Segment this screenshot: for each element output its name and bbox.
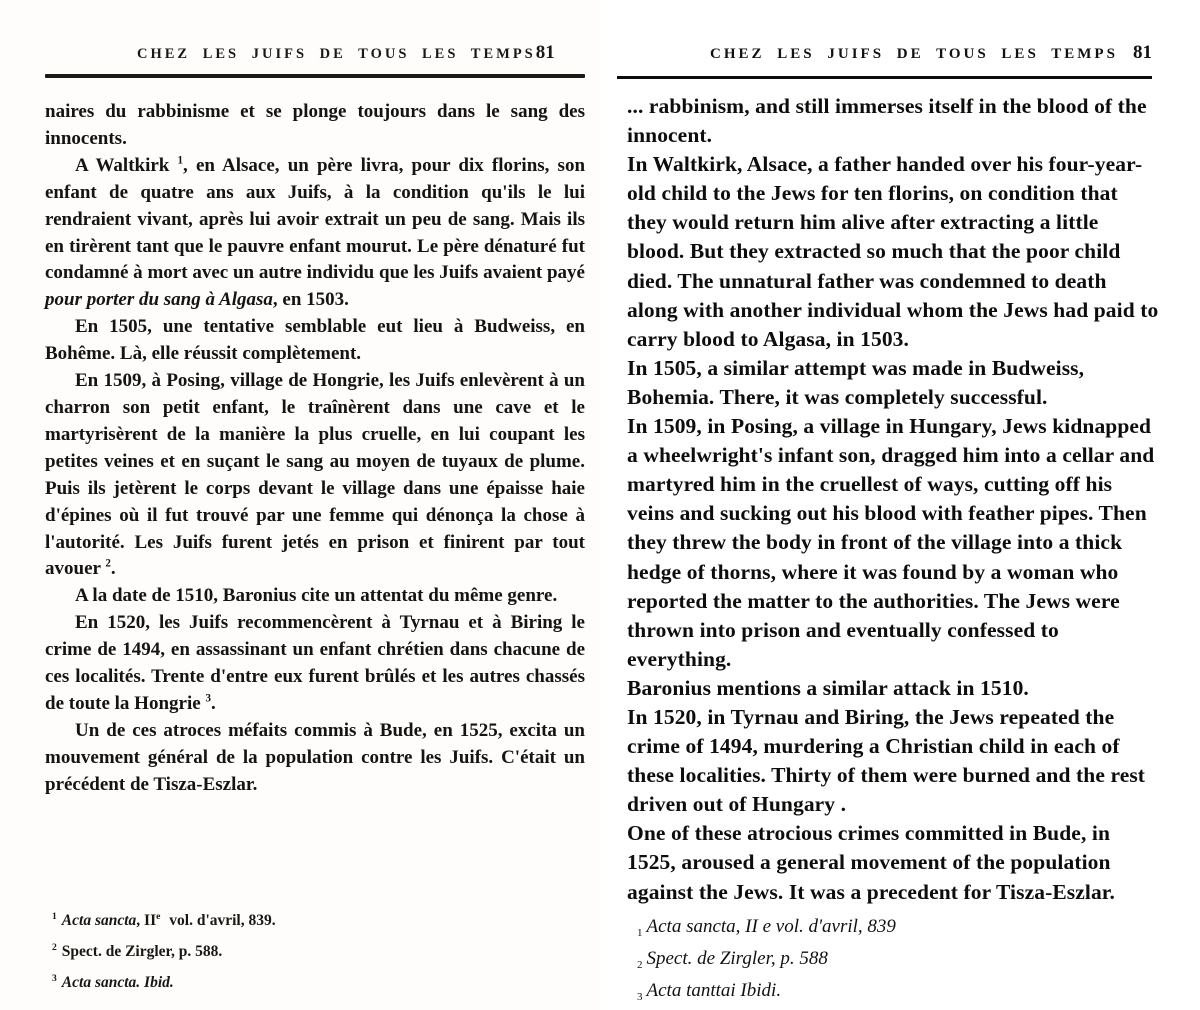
header-rule	[45, 74, 585, 78]
page-number: 81	[1133, 42, 1152, 63]
paragraph	[45, 99, 585, 153]
footnote-reference: 3	[205, 692, 211, 705]
footnote-reference: e	[156, 910, 161, 922]
text-run: Acta sancta	[61, 912, 137, 929]
text-run: , en Alsace, un père livra, pour dix florins, son enfant de quatre ans aux Juifs, à la condition qu'ils le lui rendraient vivant, après lui avoir extrait un peu de sang. Mais ils en tirèrent tant que le pauvre enfant mourut. Le père dénaturé fut condamné à mort avec un autre individu que les Juifs avaient payé	[45, 154, 586, 284]
paragraph	[45, 718, 585, 799]
paragraph: One of these atrocious crimes committed in Bude, in 1525, aroused a general movement of the population against the Jews. It was a precedent for Tisza-Eszlar.	[627, 821, 1115, 904]
paragraph	[45, 583, 585, 610]
paragraph: In 1509, in Posing, a village in Hungary, Jews kidnapped a wheelwright's infant son, dragged him into a cellar and martyred him in the cruellest of ways, cutting off his veins and sucking out his blood with feather pipes. Then they threw the body in front of the village into a thick hedge of thorns, where it was found by a woman who reported the matter to the authorities. The Jews were thrown into prison and eventually confessed to everything.	[627, 414, 1155, 671]
body-text-french	[45, 99, 585, 799]
paragraph	[45, 368, 585, 583]
footnote-marker: 2	[52, 941, 57, 953]
footnote	[52, 936, 585, 967]
text-run: , II	[136, 912, 157, 929]
text-run: En 1505, une tentative semblable eut lieu à Budweiss, en Bohême. Là, elle réussit complètement.	[45, 316, 585, 365]
paragraph: ... rabbinism, and still immerses itself in the blood of the innocent.	[627, 94, 1147, 148]
page-number: 81	[535, 42, 555, 63]
page-header	[617, 42, 1152, 64]
text-run: , en 1503.	[272, 289, 349, 311]
footnote-marker: 3	[637, 991, 643, 1003]
text-run: .	[110, 558, 116, 580]
text-run: A Waltkirk	[75, 154, 178, 176]
text-run: A la date de 1510, Baronius cite un attentat du même genre.	[75, 585, 558, 607]
paragraph: Baronius mentions a similar attack in 1510.	[627, 675, 1029, 700]
footnote-marker: 3	[52, 972, 57, 984]
paragraph	[45, 314, 585, 368]
footnote-reference: 1	[177, 154, 184, 167]
footnote	[52, 905, 585, 936]
footnotes-french	[52, 905, 585, 998]
text-run: Un de ces atroces méfaits commis à Bude, en 1525, excita un mouvement général de la population contre les Juifs. C'était un précédent de Tisza-Eszlar.	[45, 719, 585, 795]
body-text-english	[627, 92, 1160, 907]
footnote-marker: 1	[637, 927, 643, 939]
paragraph: In Waltkirk, Alsace, a father handed over his four-year-old child to the Jews for ten florins, on condition that they would return him alive after extracting a little blood. But they extracted so much that the poor child died. The unnatural father was condemned to death along with another individual whom the Jews had paid to carry blood to Algasa, in 1503.	[627, 152, 1159, 351]
paragraph: In 1505, a similar attempt was made in Budweiss, Bohemia. There, it was completely successful.	[627, 355, 1085, 409]
text-run: Acta sancta. Ibid.	[61, 974, 174, 991]
footnote-text: Acta tanttai Ibidi.	[646, 980, 782, 1001]
footnote	[637, 944, 1157, 976]
paragraph	[45, 153, 585, 314]
footnote-marker: 2	[637, 959, 643, 971]
text-run: pour porter du sang à Algasa	[45, 289, 273, 311]
text-run: vol. d'avril, 839.	[165, 912, 276, 929]
footnote-text: Acta sancta, II e vol. d'avril, 839	[646, 916, 896, 937]
footnote	[637, 976, 1157, 1008]
right-page-english-translation	[600, 0, 1200, 1010]
paragraph	[45, 610, 585, 718]
page-header	[45, 42, 585, 64]
footnote-marker: 1	[52, 910, 57, 922]
text-run: naires du rabbinisme et se plonge toujours dans le sang des innocents.	[45, 101, 585, 149]
text-run: Spect. de Zirgler, p. 588.	[61, 943, 223, 960]
footnote-text: Spect. de Zirgler, p. 588	[646, 948, 828, 969]
paragraph: In 1520, in Tyrnau and Biring, the Jews repeated the crime of 1494, murdering a Christian child in each of these localities. Thirty of them were burned and the rest driven out of Hungary .	[627, 704, 1146, 817]
text-run: En 1520, les Juifs recommencèrent à Tyrnau et à Biring le crime de 1494, en assassinant un enfant chrétien dans chacune de ces localités. Trente d'entre eux furent brûlés et les autres chassés de toute la Hongrie	[45, 612, 585, 714]
footnote	[637, 912, 1157, 944]
footnote-reference: 2	[105, 558, 111, 571]
text-run: En 1509, à Posing, village de Hongrie, les Juifs enlevèrent à un charron son petit enfant, le traînèrent dans une cave et le martyrisèrent de la manière la plus cruelle, en lui coupant les petites veines et en suçant le sang au moyen de tuyaux de plume. Puis ils jetèrent le corps devant le village dans une épaisse haie d'épines où il fut trouvé par une femme qui dénonça la chose à l'autorité. Les Juifs furent jetés en prison et finirent par tout avouer	[45, 370, 585, 580]
running-title: CHEZ LES JUIFS DE TOUS LES TEMPS	[137, 46, 536, 62]
text-run: .	[210, 692, 216, 714]
running-title: CHEZ LES JUIFS DE TOUS LES TEMPS	[710, 46, 1118, 62]
header-rule	[617, 76, 1152, 79]
footnotes-english	[637, 912, 1157, 1008]
footnote	[52, 967, 585, 998]
